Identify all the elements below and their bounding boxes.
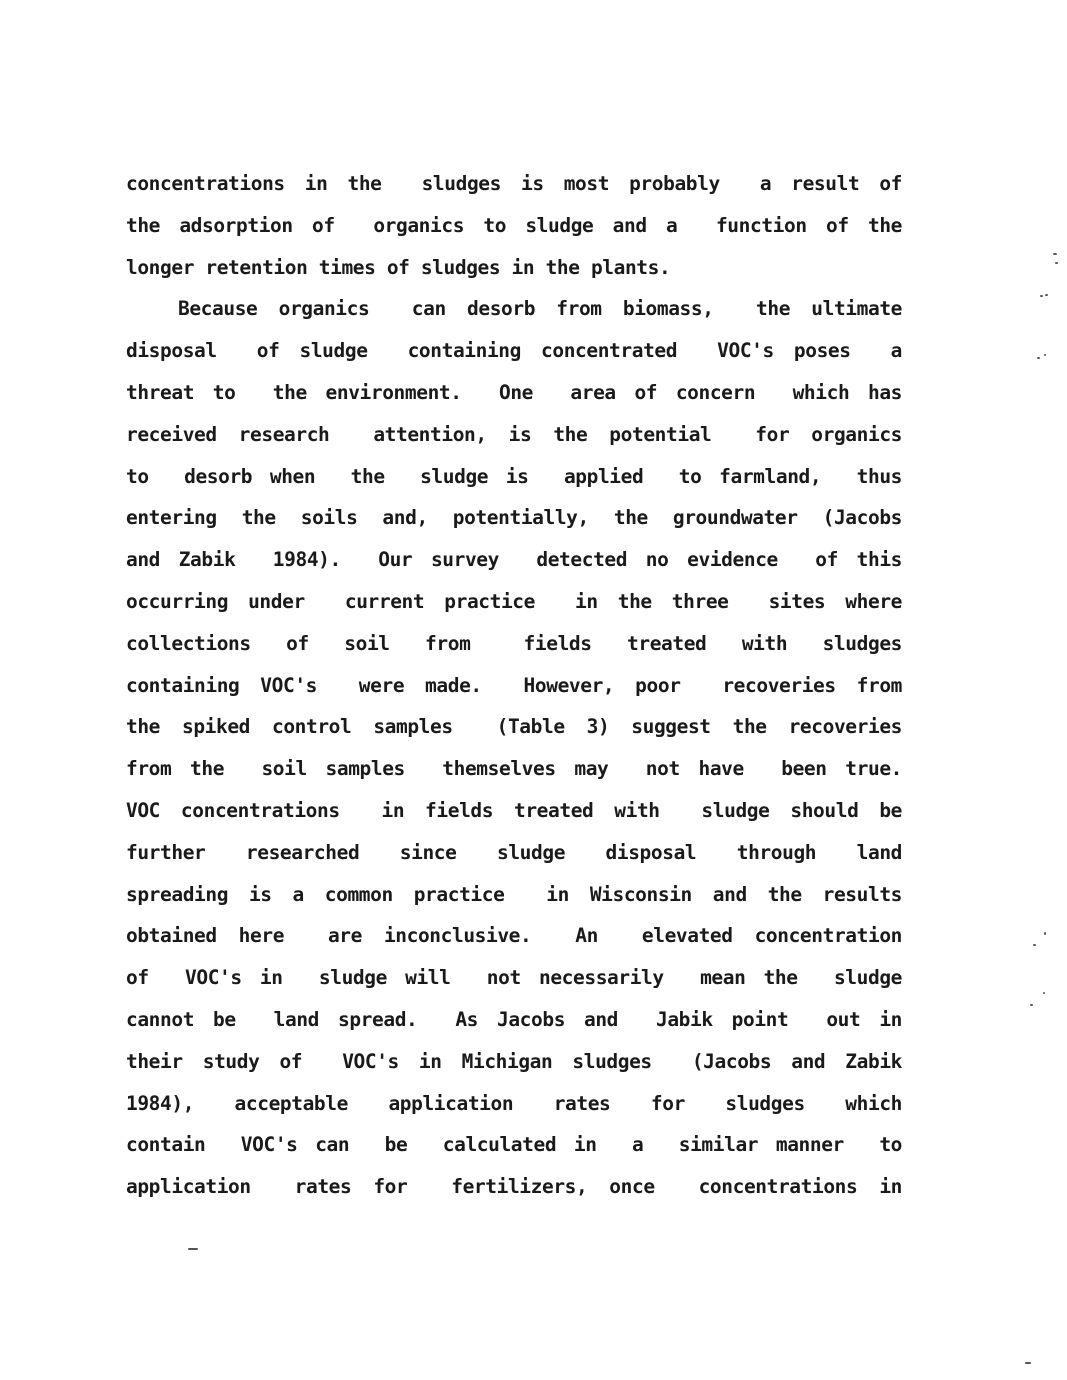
text-line: spreading is a common practice in Wisconsin and the results [126, 882, 902, 906]
text-line: cannot be land spread. As Jacobs and Jabik point out in [126, 1007, 902, 1031]
text-line: and Zabik 1984). Our survey detected no evidence of this [126, 548, 902, 572]
text-line: longer retention times of sludges in the plants. [126, 255, 671, 279]
text-line: received research attention, is the potential for organics [126, 422, 902, 446]
scan-speck [1044, 932, 1046, 935]
text-line: threat to the environment. One area of concern which has [126, 380, 902, 404]
text-line: of VOC's in sludge will not necessarily mean the sludge [126, 966, 902, 990]
text-line: their study of VOC's in Michigan sludges (Jacobs and Zabik [126, 1049, 902, 1073]
text-line: Because organics can desorb from biomass, the ultimate [178, 297, 902, 321]
scan-speck [1044, 354, 1046, 356]
scan-speck [1055, 262, 1058, 264]
text-line: concentrations in the sludges is most probably a result of [126, 172, 902, 195]
text-line: from the soil samples themselves may not have been true. [126, 757, 902, 781]
scan-speck [1033, 944, 1036, 946]
scan-speck [1053, 253, 1057, 255]
text-line: disposal of sludge containing concentrated VOC's poses a [126, 339, 902, 363]
scan-speck [1030, 1004, 1033, 1006]
scan-speck [1040, 295, 1043, 297]
text-line: VOC concentrations in fields treated with sludge should be [126, 798, 902, 822]
text-line: further researched since sludge disposal through land [126, 840, 902, 864]
text-line: the spiked control samples (Table 3) suggest the recoveries [126, 715, 902, 739]
text-line: the adsorption of organics to sludge and a function of the [126, 213, 902, 237]
text-line: 1984), acceptable application rates for sludges which [126, 1091, 902, 1115]
text-line: to desorb when the sludge is applied to farmland, thus [126, 464, 902, 488]
body-text [126, 163, 902, 1208]
scan-speck [1043, 992, 1045, 994]
scan-speck [1037, 357, 1040, 359]
scan-speck [1045, 294, 1048, 296]
scan-speck [1025, 1362, 1031, 1364]
text-line: containing VOC's were made. However, poor recoveries from [126, 673, 902, 697]
text-line: application rates for fertilizers, once concentrations in [126, 1175, 902, 1199]
text-line: occurring under current practice in the three sites where [126, 589, 902, 613]
text-line: collections of soil from fields treated with sludges [126, 631, 902, 655]
text-line: entering the soils and, potentially, the groundwater (Jacobs [126, 506, 902, 530]
text-line: obtained here are inconclusive. An elevated concentration [126, 924, 902, 948]
text-line: contain VOC's can be calculated in a similar manner to [126, 1133, 902, 1157]
scan-speck [188, 1248, 198, 1250]
